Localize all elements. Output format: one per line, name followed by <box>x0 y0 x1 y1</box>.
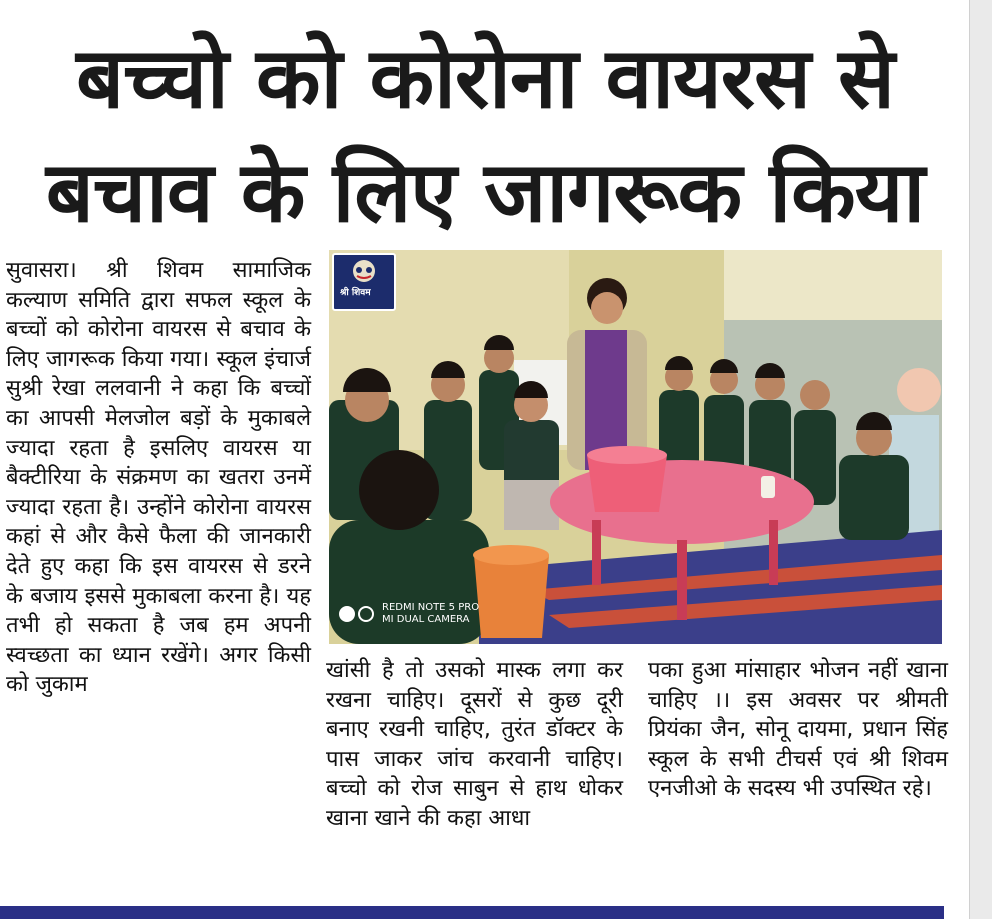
article-column-3 <box>648 656 948 804</box>
article-text-col2: खांसी है तो उसको मास्क लगा कर रखना चाहिए। दूसरों से कुछ दूरी बनाए रखनी चाहिए, तुरंत डॉक्टर के पास जाकर जांच करवानी चाहिए। बच्चो को रोज साबुन से हाथ धोकर खाना खाने की कहा आधा <box>326 658 623 831</box>
watermark-line-1: REDMI NOTE 5 PRO <box>382 602 480 613</box>
headline-line-2: बचाव के लिए जागरूक किया <box>45 143 925 241</box>
watermark-line-2: MI DUAL CAMERA <box>382 614 470 625</box>
news-photo <box>329 250 942 644</box>
camera-watermark <box>339 602 479 626</box>
jagannath-logo-icon <box>334 255 394 285</box>
article-column-2 <box>326 656 623 834</box>
headline-line-1: बच्चो को कोरोना वायरस से <box>76 29 894 127</box>
camera-dual-lens-icon <box>339 606 374 622</box>
classroom-scene <box>329 250 942 644</box>
logo-badge <box>332 253 396 311</box>
page-right-edge <box>969 0 992 919</box>
article-column-1 <box>6 256 311 700</box>
logo-text: श्री शिवम <box>340 288 371 298</box>
next-article-band <box>0 906 944 919</box>
article-text-col1: सुवासरा। श्री शिवम सामाजिक कल्याण समिति द्वारा सफल स्कूल के बच्चों को कोरोना वायरस से बचाव के लिए जागरूक किया गया। स्कूल इंचार्ज सुश्री रेखा ललवानी ने कहा कि बच्चों का आपसी मेलजोल बड़ों के मुकाबले ज्यादा रहता है इसलिए वायरस या बैक्टीरिया के संक्रमण का खतरा उनमें ज्यादा रहता है। उन्होंने कोरोना वायरस कहां से और कैसे फैला की जानकारी देते हुए कहा कि इस वायरस से डरने के बजाय इससे मुकाबला करना है। यह तभी हो सकता है जब हम अपनी स्वच्छता का ध्यान रखेंगे। अगर किसी को जुकाम <box>6 258 311 698</box>
article-text-col3: पका हुआ मांसाहार भोजन नहीं खाना चाहिए ।। इस अवसर पर श्रीमती प्रियंका जैन, सोनू दायमा, प्रधान सिंह स्कूल के सभी टीचर्स एवं श्री शिवम एनजीओ के सदस्य भी उपस्थित रहे। <box>648 658 948 802</box>
